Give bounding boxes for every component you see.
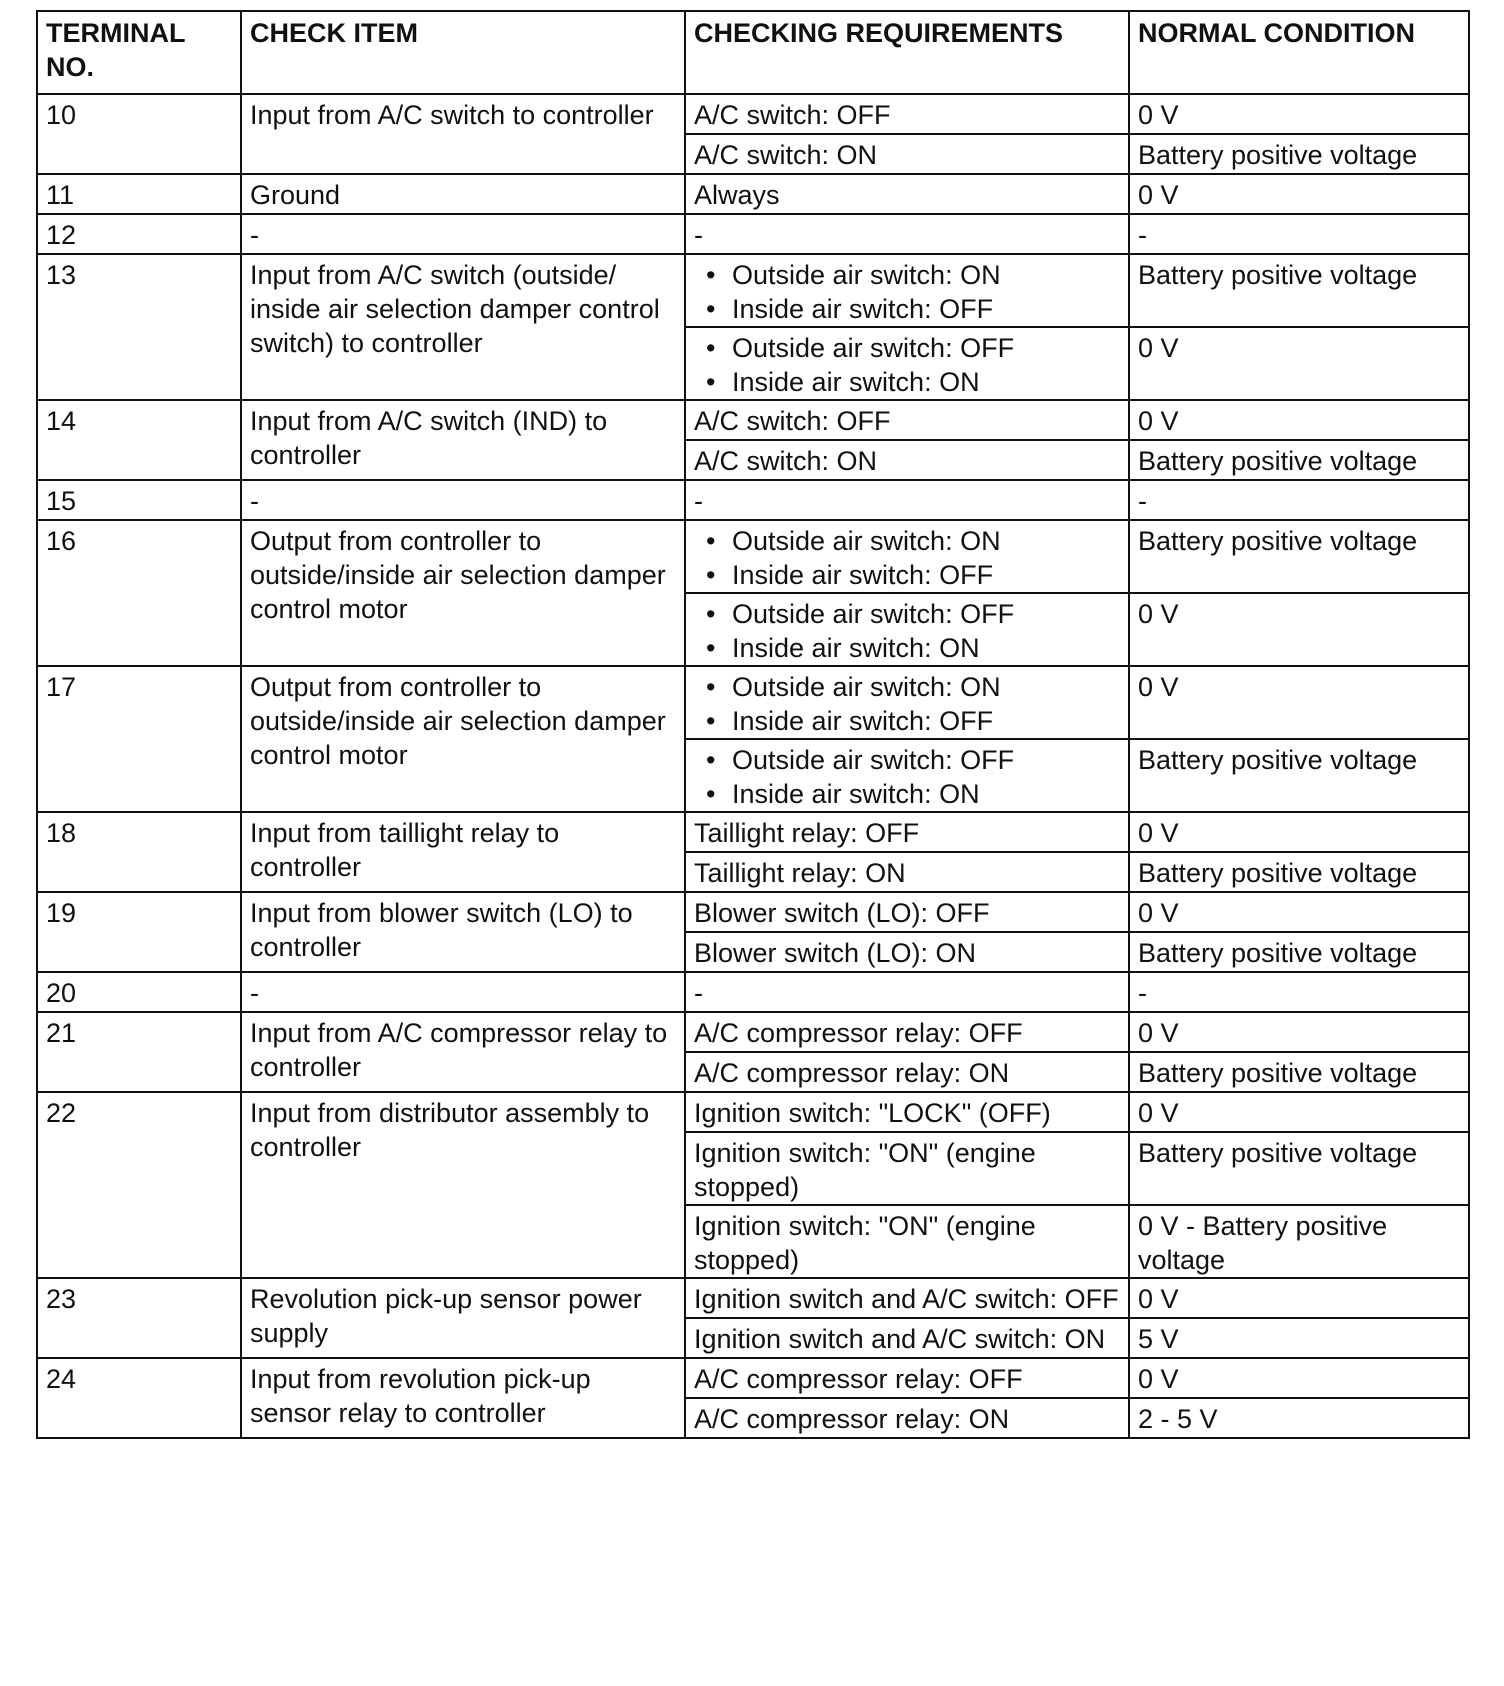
terminal-number-cell: 11 — [37, 174, 241, 214]
requirement-bullet-list — [694, 743, 1120, 811]
checking-requirement-cell: Ignition switch and A/C switch: OFF — [685, 1278, 1129, 1318]
checking-requirement-cell: A/C compressor relay: ON — [685, 1398, 1129, 1438]
normal-condition-cell: 0 V — [1129, 174, 1469, 214]
table-row — [37, 666, 1469, 739]
table-row — [37, 1358, 1469, 1398]
normal-condition-cell: 0 V - Battery positive voltage — [1129, 1205, 1469, 1278]
check-item-cell: Input from revolution pick-up sensor relay to controller — [241, 1358, 685, 1438]
checking-requirement-cell: Ignition switch: "ON" (engine stopped) — [685, 1205, 1129, 1278]
checking-requirement-cell: Ignition switch: "ON" (engine stopped) — [685, 1132, 1129, 1205]
table-row — [37, 1092, 1469, 1132]
normal-condition-cell: - — [1129, 972, 1469, 1012]
requirement-bullet-item: • Outside air switch: OFF — [694, 597, 1120, 631]
requirement-bullet-item: • Outside air switch: ON — [694, 258, 1120, 292]
checking-requirement-cell: A/C switch: OFF — [685, 400, 1129, 440]
header-row — [37, 11, 1469, 94]
normal-condition-cell: Battery positive voltage — [1129, 520, 1469, 593]
checking-requirement-cell: - — [685, 972, 1129, 1012]
check-item-cell: - — [241, 972, 685, 1012]
requirement-bullet-list — [694, 524, 1120, 592]
normal-condition-cell: Battery positive voltage — [1129, 739, 1469, 812]
check-item-cell: Input from A/C switch (IND) to controller — [241, 400, 685, 480]
requirement-bullet-item: • Inside air switch: ON — [694, 631, 1120, 665]
table-row — [37, 892, 1469, 932]
check-item-cell: Input from A/C compressor relay to controller — [241, 1012, 685, 1092]
requirement-bullet-item: • Inside air switch: ON — [694, 365, 1120, 399]
checking-requirement-cell: A/C compressor relay: OFF — [685, 1358, 1129, 1398]
normal-condition-cell: 0 V — [1129, 1278, 1469, 1318]
check-item-cell: Input from distributor assembly to controller — [241, 1092, 685, 1278]
checking-requirement-cell — [685, 593, 1129, 666]
checking-requirement-cell — [685, 327, 1129, 400]
terminal-number-cell: 15 — [37, 480, 241, 520]
checking-requirement-cell: Always — [685, 174, 1129, 214]
terminal-number-cell: 18 — [37, 812, 241, 892]
checking-requirement-cell: Blower switch (LO): OFF — [685, 892, 1129, 932]
normal-condition-cell: 0 V — [1129, 593, 1469, 666]
checking-requirement-cell: Ignition switch and A/C switch: ON — [685, 1318, 1129, 1358]
checking-requirement-cell: A/C switch: OFF — [685, 94, 1129, 134]
normal-condition-cell: Battery positive voltage — [1129, 1052, 1469, 1092]
terminal-number-cell: 24 — [37, 1358, 241, 1438]
table-row — [37, 254, 1469, 327]
table-row — [37, 812, 1469, 852]
requirement-bullet-list — [694, 258, 1120, 326]
requirement-bullet-item: • Inside air switch: OFF — [694, 704, 1120, 738]
check-item-cell: Output from controller to outside/inside air selection damper control motor — [241, 520, 685, 666]
normal-condition-cell: Battery positive voltage — [1129, 440, 1469, 480]
requirement-bullet-item: • Inside air switch: OFF — [694, 558, 1120, 592]
table-body — [37, 94, 1469, 1438]
checking-requirement-cell: A/C switch: ON — [685, 134, 1129, 174]
requirement-bullet-list — [694, 331, 1120, 399]
header-terminal-no: TERMINAL NO. — [37, 11, 241, 94]
normal-condition-cell: 0 V — [1129, 892, 1469, 932]
checking-requirement-cell: A/C compressor relay: ON — [685, 1052, 1129, 1092]
check-item-cell: Input from A/C switch (outside/ inside air selection damper control switch) to controller — [241, 254, 685, 400]
normal-condition-cell: 0 V — [1129, 400, 1469, 440]
terminal-number-cell: 10 — [37, 94, 241, 174]
requirement-bullet-item: • Outside air switch: ON — [694, 524, 1120, 558]
checking-requirement-cell: Taillight relay: ON — [685, 852, 1129, 892]
terminal-number-cell: 23 — [37, 1278, 241, 1358]
checking-requirement-cell: A/C compressor relay: OFF — [685, 1012, 1129, 1052]
terminal-number-cell: 17 — [37, 666, 241, 812]
terminal-number-cell: 22 — [37, 1092, 241, 1278]
check-item-cell: Revolution pick-up sensor power supply — [241, 1278, 685, 1358]
terminal-number-cell: 21 — [37, 1012, 241, 1092]
normal-condition-cell: 0 V — [1129, 94, 1469, 134]
requirement-bullet-list — [694, 670, 1120, 738]
check-item-cell: Ground — [241, 174, 685, 214]
table-row — [37, 1012, 1469, 1052]
header-checking-requirements: CHECKING REQUIREMENTS — [685, 11, 1129, 94]
terminal-number-cell: 14 — [37, 400, 241, 480]
table-row — [37, 400, 1469, 440]
requirement-bullet-item: • Inside air switch: OFF — [694, 292, 1120, 326]
table-row — [37, 520, 1469, 593]
check-item-cell: Input from blower switch (LO) to controller — [241, 892, 685, 972]
table-row — [37, 94, 1469, 134]
checking-requirement-cell — [685, 739, 1129, 812]
table-row — [37, 972, 1469, 1012]
header-check-item: CHECK ITEM — [241, 11, 685, 94]
requirement-bullet-item: • Outside air switch: OFF — [694, 331, 1120, 365]
table-row — [37, 480, 1469, 520]
check-item-cell: Output from controller to outside/inside air selection damper control motor — [241, 666, 685, 812]
normal-condition-cell: 5 V — [1129, 1318, 1469, 1358]
checking-requirement-cell: Ignition switch: "LOCK" (OFF) — [685, 1092, 1129, 1132]
table-row — [37, 214, 1469, 254]
normal-condition-cell: Battery positive voltage — [1129, 254, 1469, 327]
normal-condition-cell: Battery positive voltage — [1129, 852, 1469, 892]
normal-condition-cell: Battery positive voltage — [1129, 1132, 1469, 1205]
checking-requirement-cell — [685, 520, 1129, 593]
normal-condition-cell: - — [1129, 214, 1469, 254]
requirement-bullet-item: • Inside air switch: ON — [694, 777, 1120, 811]
check-item-cell: - — [241, 480, 685, 520]
terminal-number-cell: 20 — [37, 972, 241, 1012]
normal-condition-cell: 2 - 5 V — [1129, 1398, 1469, 1438]
normal-condition-cell: 0 V — [1129, 812, 1469, 852]
header-normal-condition: NORMAL CONDITION — [1129, 11, 1469, 94]
normal-condition-cell: 0 V — [1129, 1012, 1469, 1052]
terminal-number-cell: 16 — [37, 520, 241, 666]
requirement-bullet-item: • Outside air switch: ON — [694, 670, 1120, 704]
checking-requirement-cell: Blower switch (LO): ON — [685, 932, 1129, 972]
checking-requirement-cell — [685, 254, 1129, 327]
check-item-cell: Input from A/C switch to controller — [241, 94, 685, 174]
table-row — [37, 174, 1469, 214]
terminal-number-cell: 12 — [37, 214, 241, 254]
normal-condition-cell: - — [1129, 480, 1469, 520]
terminal-check-table — [36, 10, 1470, 1439]
checking-requirement-cell: - — [685, 214, 1129, 254]
normal-condition-cell: 0 V — [1129, 1092, 1469, 1132]
checking-requirement-cell — [685, 666, 1129, 739]
normal-condition-cell: 0 V — [1129, 327, 1469, 400]
checking-requirement-cell: Taillight relay: OFF — [685, 812, 1129, 852]
normal-condition-cell: 0 V — [1129, 666, 1469, 739]
terminal-number-cell: 19 — [37, 892, 241, 972]
normal-condition-cell: Battery positive voltage — [1129, 134, 1469, 174]
requirement-bullet-item: • Outside air switch: OFF — [694, 743, 1120, 777]
check-item-cell: - — [241, 214, 685, 254]
checking-requirement-cell: A/C switch: ON — [685, 440, 1129, 480]
terminal-number-cell: 13 — [37, 254, 241, 400]
normal-condition-cell: Battery positive voltage — [1129, 932, 1469, 972]
table-header — [37, 11, 1469, 94]
check-item-cell: Input from taillight relay to controller — [241, 812, 685, 892]
normal-condition-cell: 0 V — [1129, 1358, 1469, 1398]
checking-requirement-cell: - — [685, 480, 1129, 520]
requirement-bullet-list — [694, 597, 1120, 665]
table-row — [37, 1278, 1469, 1318]
